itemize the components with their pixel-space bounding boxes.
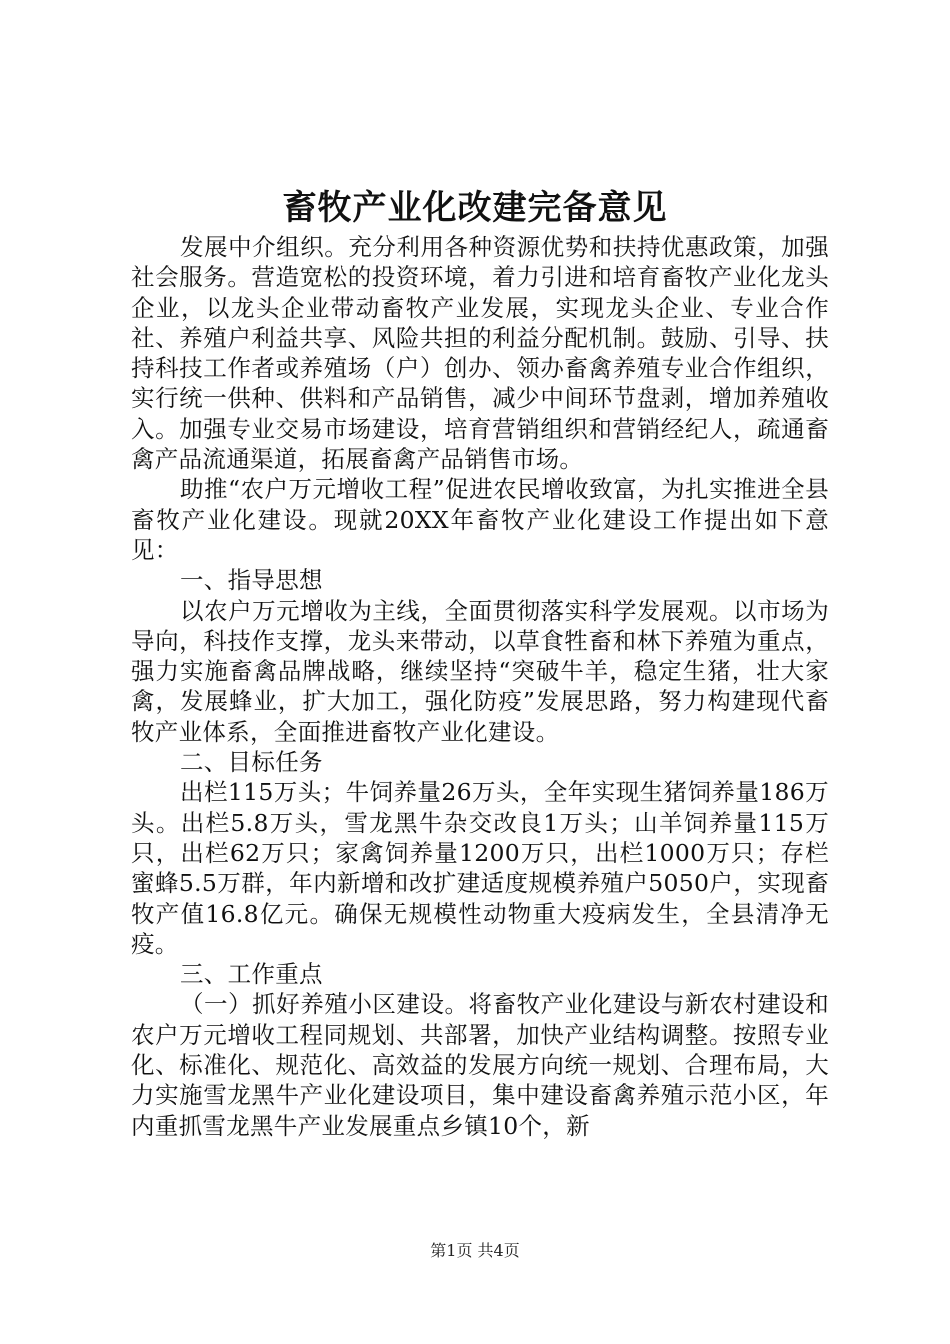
section-heading-guiding-ideology: 一、指导思想 — [180, 566, 323, 595]
paragraph-guiding-ideology: 以农户万元增收为主线，全面贯彻落实科学发展观。以市场为导向，科技作支撑，龙头来带动，以草食牲畜和林下养殖为重点，强力实施畜禽品牌战略，继续坚持“突破牛羊，稳定生猪，壮大家禽，发展蜂业，扩大加工，强化防疫”发展思路，努力构建现代畜牧产业体系，全面推进畜牧产业化建设。 — [131, 596, 829, 746]
section-heading-work-focus: 三、工作重点 — [180, 960, 323, 989]
section-heading-targets: 二、目标任务 — [180, 748, 323, 777]
paragraph-intro: 发展中介组织。充分利用各种资源优势和扶持优惠政策，加强社会服务。营造宽松的投资环境，着力引进和培育畜牧产业化龙头企业，以龙头企业带动畜牧产业发展，实现龙头企业、专业合作社、养殖户利益共享、风险共担的利益分配机制。鼓励、引导、扶持科技工作者或养殖场（户）创办、领办畜禽养殖专业合作组织，实行统一供种、供料和产品销售，减少中间环节盘剥，增加养殖收入。加强专业交易市场建设，培育营销组织和营销经纪人，疏通畜禽产品流通渠道，拓展畜禽产品销售市场。 — [131, 233, 829, 474]
paragraph-purpose: 助推“农户万元增收工程”促进农民增收致富，为扎实推进全县畜牧产业化建设。现就20XX年畜牧产业化建设工作提出如下意见： — [131, 475, 829, 564]
page-footer: 第1页 共4页 — [430, 1241, 520, 1260]
document-title: 畜牧产业化改建完备意见 — [282, 188, 668, 228]
paragraph-targets: 出栏115万头；牛饲养量26万头，全年实现生猪饲养量186万头。出栏5.8万头，雪龙黑牛杂交改良1万头；山羊饲养量115万只，出栏62万只；家禽饲养量1200万只，出栏1000万只；存栏蜜蜂5.5万群，年内新增和改扩建适度规模养殖户5050户，实现畜牧产值16.8亿元。确保无规模性动物重大疫病发生，全县清净无疫。 — [131, 778, 829, 958]
paragraph-work-focus-1: （一）抓好养殖小区建设。将畜牧产业化建设与新农村建设和农户万元增收工程同规划、共部署，加快产业结构调整。按照专业化、标准化、规范化、高效益的发展方向统一规划、合理布局，大力实施雪龙黑牛产业化建设项目，集中建设畜禽养殖示范小区，年内重抓雪龙黑牛产业发展重点乡镇10个，新 — [131, 990, 829, 1140]
document-body — [131, 232, 829, 1141]
